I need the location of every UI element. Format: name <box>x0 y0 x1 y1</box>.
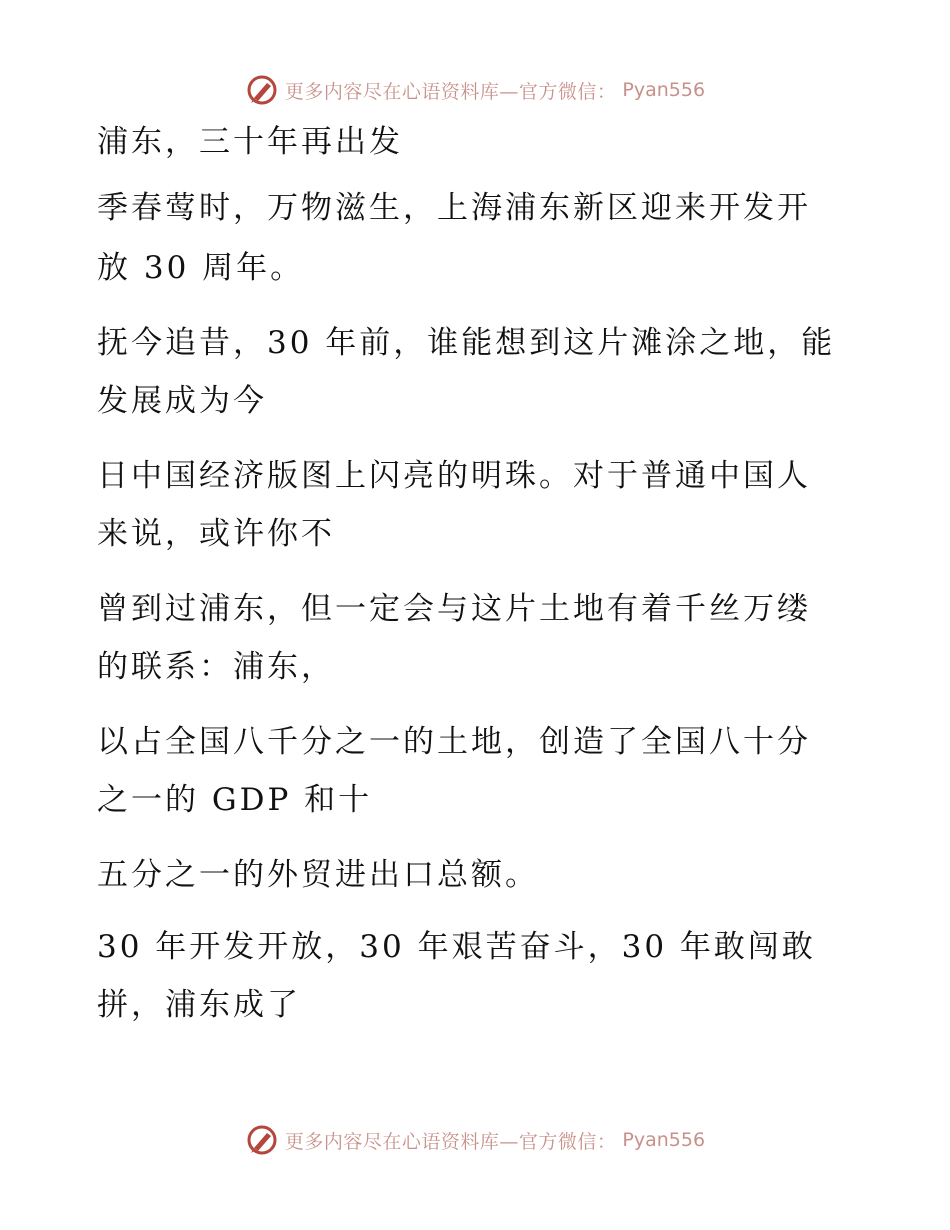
header-watermark <box>0 70 950 110</box>
footer-watermark <box>0 1120 950 1160</box>
watermark-text: 更多内容尽在心语资料库—官方微信： <box>284 80 617 103</box>
paragraph-line: 五分之一的外贸进出口总额。 <box>97 857 539 893</box>
pen-logo-icon <box>245 73 279 107</box>
paragraph-line: 来说，或许你不 <box>97 516 335 552</box>
watermark-wechat-id: Pyan556 <box>622 1129 706 1151</box>
paragraph-line: 发展成为今 <box>97 383 267 419</box>
paragraph-line: 以占全国八千分之一的土地，创造了全国八十分 <box>97 724 811 760</box>
pen-logo-icon <box>245 1123 279 1157</box>
doc-title: 浦东，三十年再出发 <box>97 124 403 160</box>
paragraph-line: 季春莺时，万物滋生，上海浦东新区迎来开发开 <box>97 190 811 226</box>
paragraph-line: 日中国经济版图上闪亮的明珠。对于普通中国人 <box>97 458 811 494</box>
paragraph-line: 之一的 GDP 和十 <box>97 782 373 818</box>
paragraph-line: 放 30 周年。 <box>97 250 305 286</box>
paragraph-line: 抚今追昔，30 年前，谁能想到这片滩涂之地，能 <box>97 325 836 361</box>
watermark-wechat-id: Pyan556 <box>622 79 706 101</box>
paragraph-line: 拼，浦东成了 <box>97 987 301 1023</box>
paragraph-line: 的联系：浦东， <box>97 649 335 685</box>
paragraph-line: 30 年开发开放，30 年艰苦奋斗，30 年敢闯敢 <box>97 929 816 965</box>
watermark-text: 更多内容尽在心语资料库—官方微信： <box>284 1130 617 1153</box>
document-body <box>97 122 857 1025</box>
paragraph-line: 曾到过浦东，但一定会与这片土地有着千丝万缕 <box>97 591 811 627</box>
